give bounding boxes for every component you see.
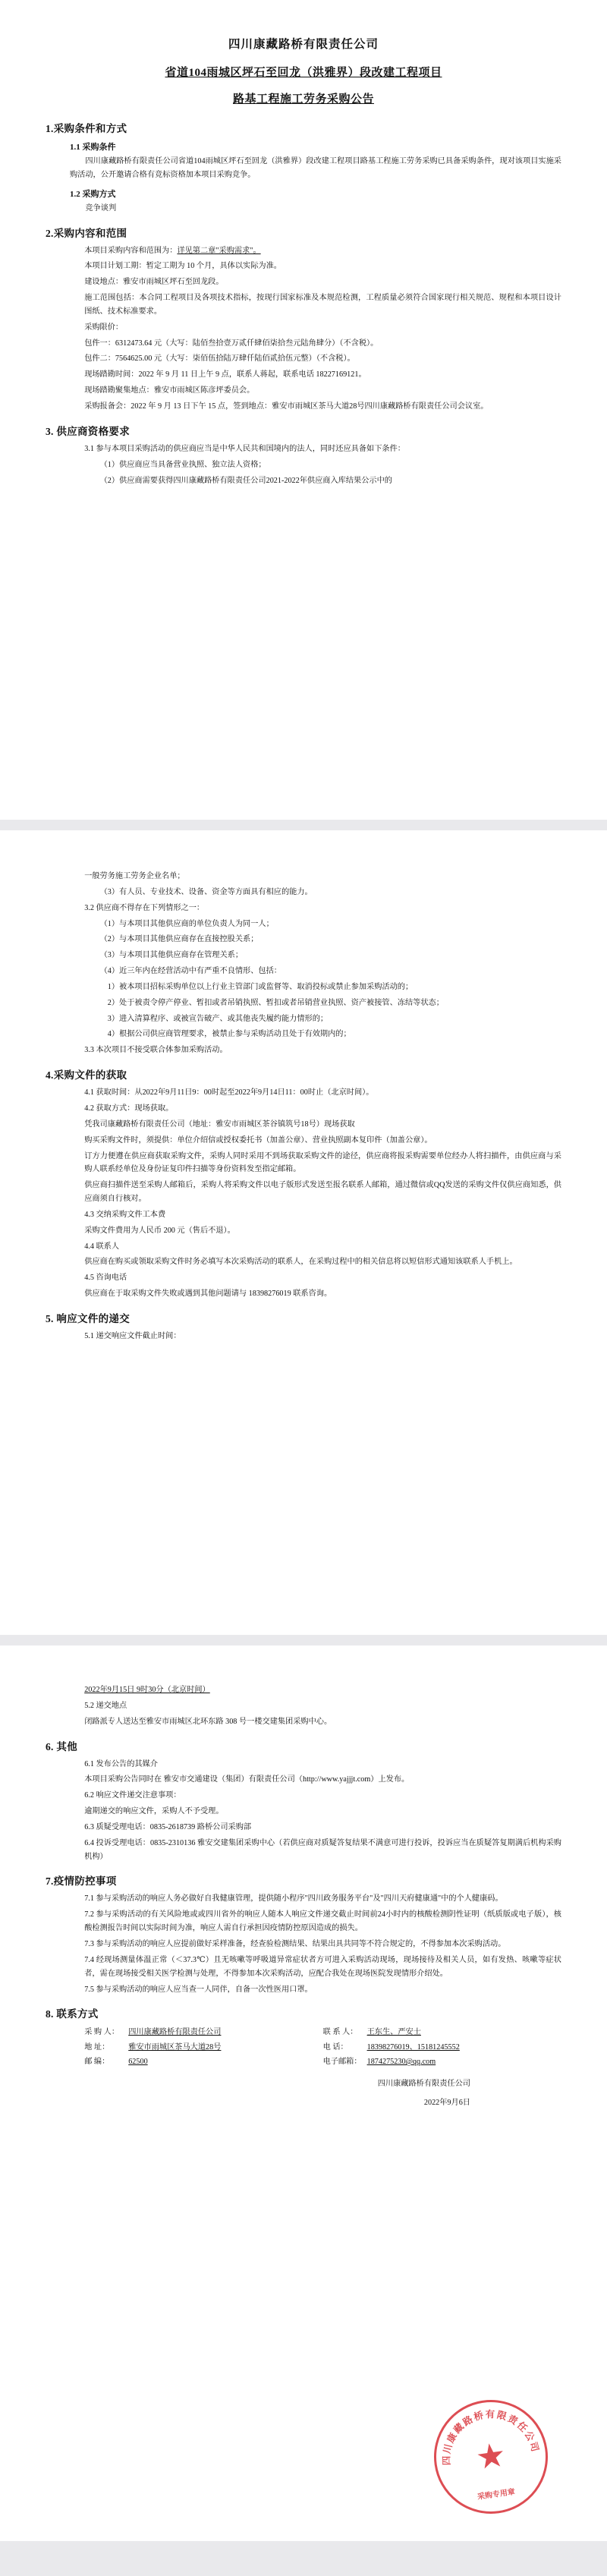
qualification-item-1: （1）供应商应当具备营业执照、独立法人资格； [99, 460, 266, 469]
submission-deadline-time: 2022年9月15日 9时30分（北京时间） [84, 1686, 210, 1694]
contact-label-address: 地 址： [84, 2042, 110, 2052]
document-page-3 [0, 1645, 607, 2541]
bid-meeting: 采购报备会：2022 年 9 月 13 日下午 15 点，签到地点：雅安市雨城区茶马大道28号四川康藏路桥有限责任公司会议室。 [84, 402, 489, 411]
contact-value-purchaser: 四川康藏路桥有限责任公司 [128, 2028, 222, 2037]
acquire-remote-2: 供应商扫描件送至采购人邮箱后，采购人将采购文件以电子版形式发送至报名联系人邮箱，通过微信或QQ发送的采购文件仅供应商知悉，供应商须自行核对。 [84, 1181, 561, 1204]
epidemic-item-5: 7.5 参与采购活动的响应人应当查一人同伴，自备一次性医用口罩。 [84, 1985, 313, 1994]
table-row [84, 2040, 561, 2055]
section-4-heading: 4.采购文件的获取 [46, 1069, 127, 1082]
qualification-intro: 3.1 参与本项目采购活动的供应商应当是中华人民共和国境内的法人，同时还应具备如下条件： [84, 444, 405, 453]
acquire-address: 凭我司康藏路桥有限责任公司（地址：雅安市雨城区茶谷镇筑号18号）现场获取 [84, 1120, 355, 1129]
section-6-heading: 6. 其他 [46, 1740, 77, 1752]
contact-value-postcode: 62500 [128, 2058, 148, 2067]
seal-top-text: 四川康藏路桥有限责任公司 [441, 2409, 541, 2466]
document-page-1 [0, 0, 607, 820]
acquire-method: 4.2 获取方式：现场获取。 [84, 1104, 174, 1113]
section-1-2-text: 竞争谈判 [85, 203, 117, 213]
disqualification-item-1: （1）与本项目其他供应商的单位负责人为同一人； [99, 919, 274, 928]
epidemic-item-3: 7.3 参与采购活动的响应人应提前做好采样准备，经查验检测结果、结果出具共同等不符合规定的，不得参加本次采购活动。 [84, 1939, 506, 1948]
seal-bottom-text: 采购专用章 [476, 2488, 516, 2502]
scope-prefix: 本项目采购内容和范围为： [84, 246, 178, 255]
section-7-heading: 7.疫情防控事项 [46, 1875, 117, 1888]
qualification-item-2: （2）供应商需要获得四川康藏路桥有限责任公司2021-2022年供应商入库结果公示中的 [99, 476, 392, 485]
project-title: 省道104雨城区坪石至回龙（洪雅界）段改建工程项目 [165, 67, 442, 79]
construction-place: 建设地点：雅安市雨城区坪石至回龙段。 [84, 278, 224, 287]
section-5-heading: 5. 响应文件的递交 [46, 1312, 130, 1324]
acquire-remote-1: 订方力便遵在供应商获取采购文件，采购人同时采用不到场获取采购文件的途径，供应商将报采购需要单位经办人将扫描件，由供应商与采购人联系经单位及身份证复印件扫描等身份资料发至指定邮箱。 [84, 1151, 561, 1174]
section-8-heading: 8. 联系方式 [46, 2008, 99, 2020]
contact-value-phone: 18398276019、15181245552 [366, 2042, 460, 2052]
epidemic-item-2: 7.2 参与采购活动的有关风险地或或四川省外的响应人随本人响应文件递交截止时间前24小时内的核酸检测阴性证明（纸质版或电子版），核酸检测报告时间以实际时间为准，响应人需自行承担因疫情防控原因造成的损失。 [84, 1910, 561, 1933]
budget-label: 采购限价： [84, 323, 124, 332]
signature-date: 2022年9月6日 [423, 2099, 470, 2108]
submission-notice-heading: 6.2 响应文件递交注意事项： [84, 1791, 181, 1800]
media-text: 本项目采购公告同时在 雅安市交通建设（集团）有限责任公司（http://www.yajjjt.com）上发布。 [84, 1775, 410, 1784]
section-1-heading: 1.采购条件和方式 [46, 123, 127, 134]
table-row [84, 2025, 561, 2039]
section-3-heading: 3. 供应商资格要求 [46, 425, 130, 437]
contact-label-phone: 电 话： [322, 2042, 348, 2052]
query-phone: 6.3 质疑受理电话：0835-2618739 路桥公司采购部 [84, 1822, 252, 1831]
site-survey-time: 现场踏勘时间：2022 年 9 月 11 日上午 9 点，联系人蒋起，联系电话 18227169121。 [84, 370, 366, 379]
construction-content: 施工范围包括：本合同工程项目及各项技术指标，按现行国家标准及本规范检测，工程质量必须符合国家现行相关规范、规程和本项目设计图纸、技术标准要求。 [84, 294, 561, 316]
contact-value-person: 王东生、严安士 [366, 2028, 421, 2037]
contact-label-email: 电子邮箱： [322, 2058, 362, 2067]
acquire-materials: 购买采购文件时，须提供：单位介绍信或授权委托书（加盖公章）、营业执照副本复印件（加盖公章）。 [84, 1135, 432, 1145]
qualification-item-2-cont: 一般劳务施工劳务企业名单； [84, 872, 185, 880]
disqualification-item-4: （4）近三年内在经营活动中有严重不良情形、包括： [99, 967, 281, 976]
epidemic-item-1: 7.1 参与采购活动的响应人务必做好自我健康管理，提供随小程序"四川政务服务平台"及"四川天府健康通"中的个人健康码。 [84, 1894, 503, 1904]
consult-phone-heading: 4.5 咨询电话 [84, 1274, 127, 1283]
contact-note: 供应商在购买或领取采购文件时务必填写本次采购活动的联系人，在采购过程中的相关信息将以短信形式通知该联系人手机上。 [84, 1258, 517, 1267]
signature-company: 四川康藏路桥有限责任公司 [377, 2080, 470, 2089]
company-name: 四川康藏路桥有限责任公司 [228, 38, 379, 51]
disqualification-sub-2: 2）处于被责令停产停业、暂扣或者吊销执照、暂扣或者吊销营业执照、资产被接管、冻结等状态； [107, 998, 444, 1007]
document-fee-amount: 采购文件费用为人民币 200 元（售后不退）。 [84, 1226, 235, 1235]
section-3-3-text: 3.3 本次项目不接受联合体参加采购活动。 [84, 1046, 228, 1055]
contact-table [84, 2025, 561, 2069]
site-survey-place: 现场踏勘聚集地点：雅安市雨城区陈彦坪委员会。 [84, 386, 255, 395]
scope-reference: 详见第二章"采购需求"。 [177, 246, 261, 255]
qualification-item-3: （3）有人员、专业技术、设备、资金等方面具有相应的能力。 [99, 887, 313, 896]
contact-label-person: 联 系 人： [322, 2028, 358, 2037]
submission-notice-text: 逾期递交的响应文件，采购人不予受理。 [84, 1807, 224, 1816]
contact-label-purchaser: 采 购 人： [84, 2028, 120, 2037]
disqualification-sub-1: 1）被本项目招标采购单位以上行业主管部门或监督等、取消投标或禁止参加采购活动的； [107, 982, 414, 991]
consult-phone-note: 供应商在于取采购文件失败或遇到其他问题请与 18398276019 联系咨询。 [84, 1290, 332, 1299]
star-icon: ★ [473, 2436, 508, 2477]
acquire-time: 4.1 获取时间：从2022年9月11日9：00时起至2022年9月14日11：00时止（北京时间）。 [84, 1088, 374, 1097]
section-3-2-intro: 3.2 供应商不得存在下列情形之一： [84, 903, 205, 912]
construction-period: 本项目计划工期：暂定工期为 10 个月，具体以实际为准。 [84, 262, 281, 271]
complaint-phone: 6.4 投诉受理电话：0835-2310136 雅安交建集团采购中心（若供应商对质疑答复结果不满意可进行投诉，投诉应当在质疑答复期满后机构采购机构） [84, 1838, 561, 1861]
disqualification-item-2: （2）与本项目其他供应商存在直接控股关系； [99, 935, 259, 944]
section-1-2-heading: 1.2 采购方式 [70, 189, 116, 199]
disqualification-sub-4: 4）根据公司供应商管理要求，被禁止参与采购活动且处于有效期内的； [107, 1030, 351, 1039]
package-1-price: 包件一：6312473.64 元（大写：陆佰叁拾壹万贰仟肆佰柒拾叁元陆角肆分）（不含税）。 [84, 339, 379, 348]
package-2-price: 包件二：7564625.00 元（大写：柒佰伍拾陆万肆仟陆佰贰拾伍元整）（不含税）。 [84, 354, 355, 364]
contact-value-address: 雅安市雨城区茶马大道28号 [128, 2042, 222, 2052]
epidemic-item-4: 7.4 经现场测量体温正常（＜37.3℃）且无咳嗽等呼吸道异常症状者方可进入采购活动现场，现场接待及相关人员，如有发热、咳嗽等症状者，需在现场接受相关医学检测与处理，不得参加本次采购活动，应配合我处在现场医院发现情形介绍处。 [84, 1955, 561, 1978]
document-title: 路基工程施工劳务采购公告 [232, 93, 374, 105]
media-heading: 6.1 发布公告的其媒介 [84, 1759, 158, 1768]
submission-place-text: 闭路派专人送达至雅安市雨城区北环东路 308 号一楼交建集团采购中心。 [84, 1717, 332, 1726]
contact-label-postcode: 邮 编： [84, 2058, 110, 2067]
disqualification-item-3: （3）与本项目其他供应商存在管理关系； [99, 951, 244, 960]
table-row [84, 2055, 561, 2069]
section-2-heading: 2.采购内容和范围 [46, 227, 127, 239]
scope-line [84, 244, 561, 258]
disqualification-sub-3: 3）进入清算程序、或被宣告破产、或其他丧失履约能力情形的； [107, 1014, 329, 1023]
submission-deadline-label: 5.1 递交响应文件截止时间： [84, 1331, 181, 1340]
official-seal-stamp [426, 2392, 555, 2521]
contact-heading: 4.4 联系人 [84, 1242, 120, 1251]
section-1-1-heading: 1.1 采购条件 [70, 143, 116, 152]
section-1-1-text: 四川康藏路桥有限责任公司省道104雨城区坪石至回龙（洪雅界）段改建工程项目路基工程施工劳务采购已具备采购条件，现对该项目实施采购活动，公开邀请合格有竞标资格加本项目采购竞争。 [70, 157, 561, 179]
document-page-2 [0, 830, 607, 1635]
contact-value-email: 1874275230@qq.com [366, 2058, 436, 2067]
document-fee-heading: 4.3 交纳采购文件工本费 [84, 1210, 166, 1219]
submission-place-heading: 5.2 递交地点 [84, 1701, 127, 1710]
